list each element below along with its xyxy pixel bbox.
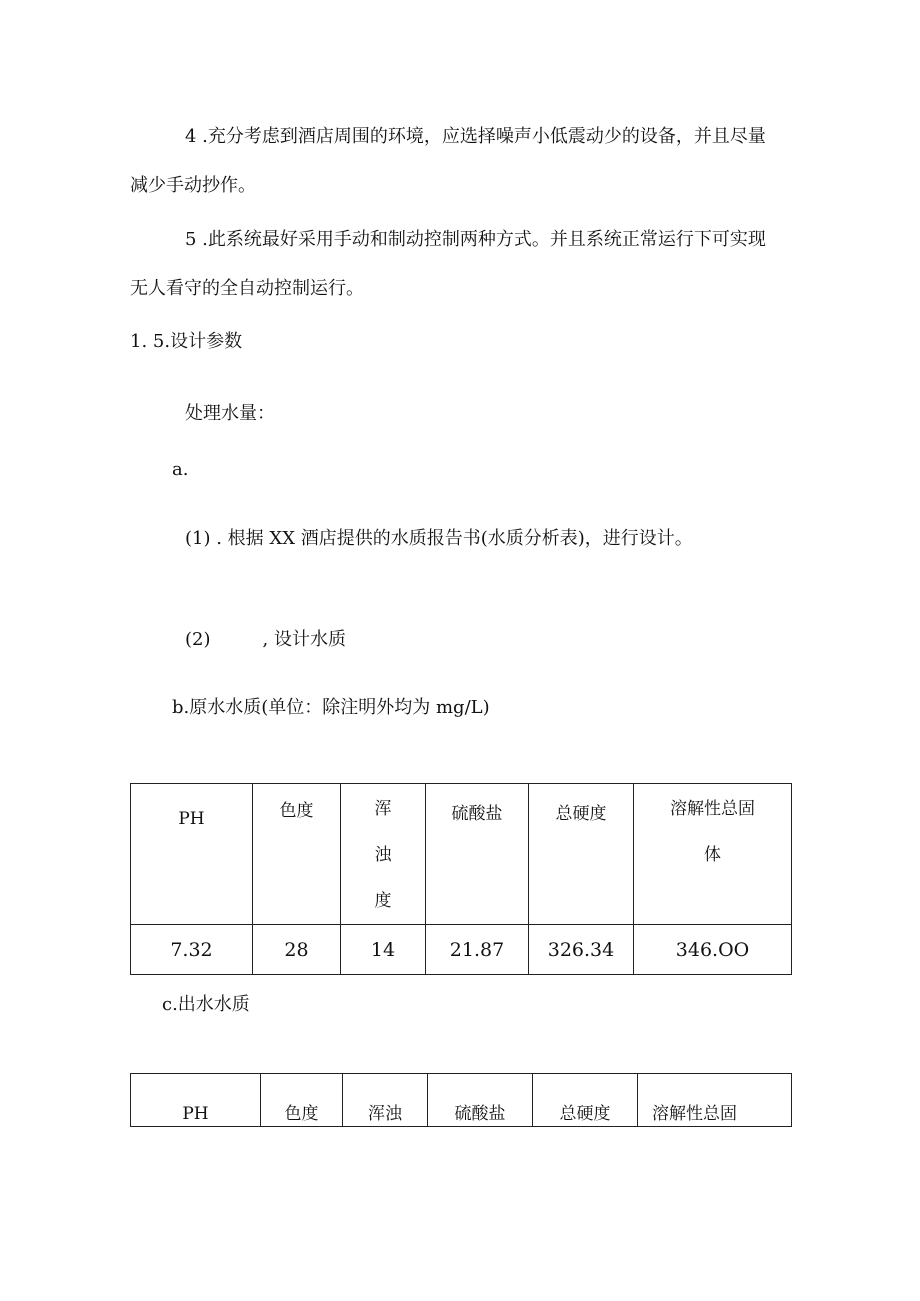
table-header-row: [131, 1074, 792, 1127]
sub-item-1: (1) . 根据 XX 酒店提供的水质报告书(水质分析表)，进行设计。: [185, 528, 693, 549]
raw-water-quality-title: b.原水水质(单位：除注明外均为 mg/L): [172, 697, 490, 718]
table-cell: 7.32: [131, 925, 253, 975]
table-cell: 346.OO: [634, 925, 792, 975]
item5-line2: 无人看守的全自动控制运行。: [130, 278, 364, 299]
table-row: [131, 925, 792, 975]
table-cell: 28: [253, 925, 341, 975]
table-header-row: [131, 784, 792, 925]
header-cell: PH: [131, 784, 253, 925]
header-cell: 色度: [261, 1074, 343, 1127]
header-cell: 硫酸盐: [428, 1074, 533, 1127]
header-cell: 溶解性总固体: [634, 784, 792, 925]
sub-item-2: [185, 631, 346, 649]
table-cell: 14: [341, 925, 426, 975]
effluent-water-quality-title: c.出水水质: [162, 994, 250, 1015]
effluent-water-quality-table: [130, 1073, 792, 1127]
header-cell: 浑浊度: [341, 784, 426, 925]
table-cell: 326.34: [529, 925, 634, 975]
sub-item-2-number: (2): [185, 629, 211, 650]
header-cell: 总硬度: [529, 784, 634, 925]
header-cell: 硫酸盐: [426, 784, 529, 925]
raw-water-quality-table: [130, 783, 792, 975]
section-heading: 1. 5.设计参数: [130, 331, 243, 352]
header-cell: 色度: [253, 784, 341, 925]
sub-item-2-text: , 设计水质: [262, 629, 346, 650]
item4-line2: 减少手动抄作。: [130, 175, 256, 196]
header-cell: 溶解性总固: [638, 1074, 792, 1127]
table-cell: 21.87: [426, 925, 529, 975]
treatment-volume-label: 处理水量：: [185, 403, 275, 424]
item-a-label: a.: [172, 459, 189, 480]
item5-line1: 5 .此系统最好采用手动和制动控制两种方式。并且系统正常运行下可实现: [185, 229, 766, 250]
header-cell: PH: [131, 1074, 261, 1127]
header-cell: 总硬度: [533, 1074, 638, 1127]
header-cell: 浑浊: [343, 1074, 428, 1127]
item4-line1: 4 .充分考虑到酒店周围的环境，应选择噪声小低震动少的设备，并且尽量: [185, 126, 766, 147]
